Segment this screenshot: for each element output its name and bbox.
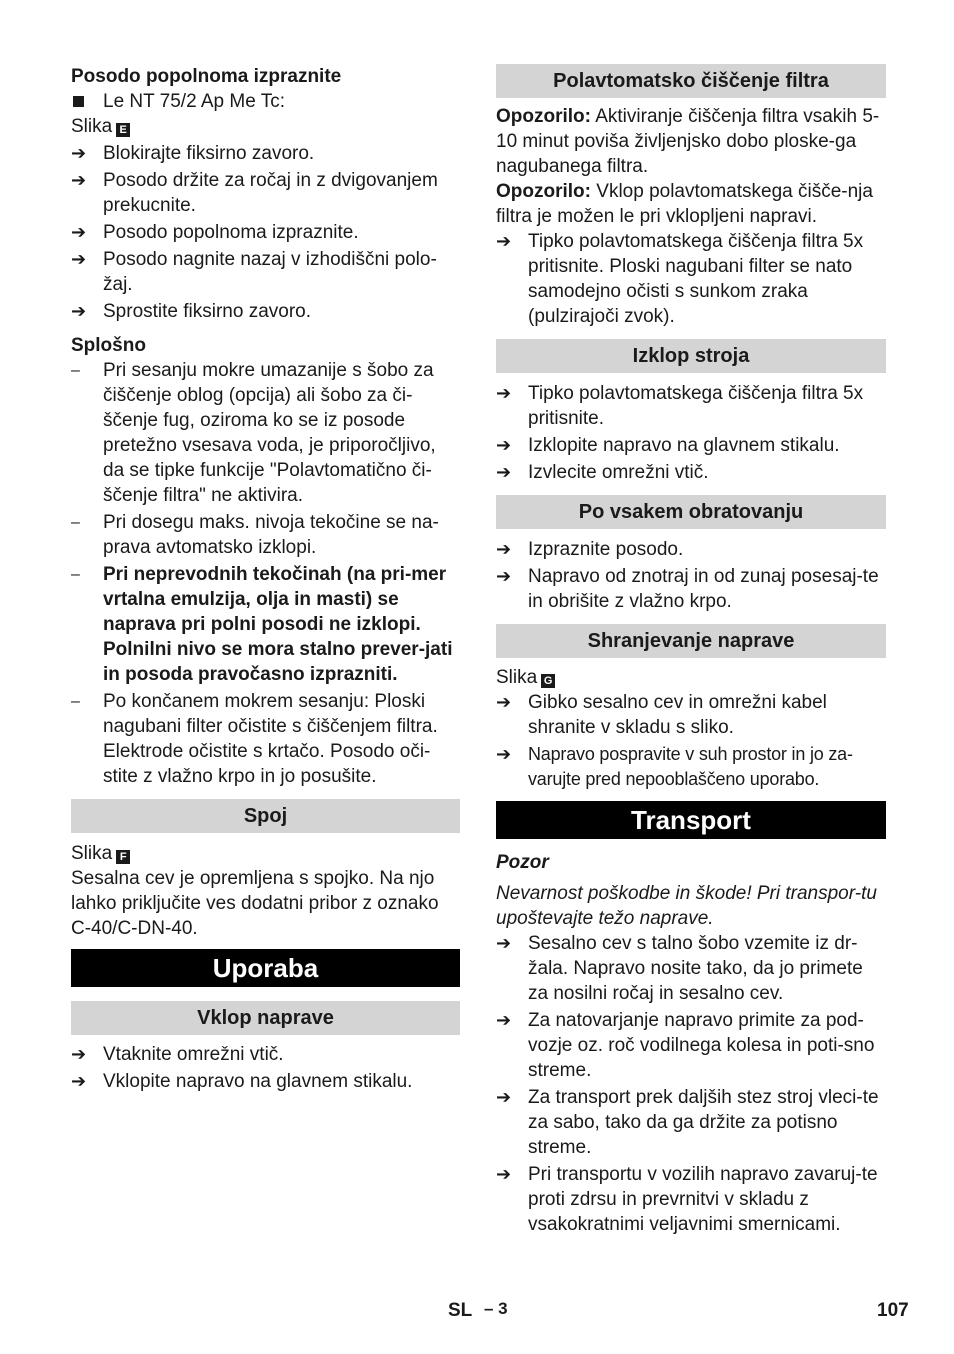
model-note: Le NT 75/2 Ap Me Tc: xyxy=(103,91,286,112)
arrow-icon: ➔ xyxy=(496,692,512,712)
list-item: ➔ Posodo nagnite nazaj v izhodiščni polo-žaj. xyxy=(71,249,437,295)
caution-label: Pozor xyxy=(496,852,549,873)
left-column xyxy=(71,64,460,1094)
list-item: ➔ Izvlecite omrežni vtič. xyxy=(496,462,709,483)
after-steps-list xyxy=(496,537,886,614)
arrow-icon: ➔ xyxy=(71,222,87,242)
arrow-icon: ➔ xyxy=(71,1044,87,1064)
list-item: ➔ Za natovarjanje napravo primite za pod-vozje oz. roč vodilnega kolesa in poti-sno streme. xyxy=(496,1010,875,1081)
arrow-icon: ➔ xyxy=(496,462,512,482)
spoj-text: Sesalna cev je opremljena s spojko. Na njo lahko priključite ves dodatni pribor z oznako C-40/C-DN-40. xyxy=(71,868,439,939)
list-item: ➔ Blokirajte fiksirno zavoro. xyxy=(71,143,315,164)
arrow-icon: ➔ xyxy=(496,435,512,455)
figure-e-icon: E xyxy=(116,123,130,137)
general-heading: Splošno xyxy=(71,335,146,356)
dash-icon: – xyxy=(71,693,80,710)
footer-section-page: – 3 xyxy=(484,1299,508,1318)
transport-heading: Transport xyxy=(496,801,886,839)
figure-f-icon: F xyxy=(116,850,130,864)
list-item: ➔ Vklopite napravo na glavnem stikalu. xyxy=(71,1071,413,1092)
arrow-icon: ➔ xyxy=(71,170,87,190)
storage-heading: Shranjevanje naprave xyxy=(496,624,886,658)
arrow-icon: ➔ xyxy=(71,1071,87,1091)
footer-page-number: 107 xyxy=(877,1300,909,1321)
list-item: – Po končanem mokrem sesanju: Ploski nagubani filter očistite s čiščenjem filtra. Elektrode očistite s krtačo. Posodo oči-stite z vlažno krpo in jo posušite. xyxy=(71,691,438,787)
list-item: ➔ Posodo popolnoma izpraznite. xyxy=(71,222,359,243)
arrow-icon: ➔ xyxy=(496,566,512,586)
arrow-icon: ➔ xyxy=(496,1010,512,1030)
list-item: ➔ Gibko sesalno cev in omrežni kabel shranite v skladu s sliko. xyxy=(496,692,827,738)
filter-steps-list xyxy=(496,229,886,329)
list-item: ➔ Sprostite fiksirno zavoro. xyxy=(71,301,312,322)
empty-container-heading: Posodo popolnoma izpraznite xyxy=(71,66,342,87)
izklop-steps-list xyxy=(496,381,886,485)
list-item: ➔ Tipko polavtomatskega čiščenja filtra 5x pritisnite. Ploski nagubani filter se nato samodejno očisti s sunkom zraka (pulzirajoči zvok). xyxy=(496,231,864,327)
figure-ref-f: Slika F xyxy=(71,841,460,866)
empty-steps-list xyxy=(71,141,460,324)
figure-ref-e: Slika E xyxy=(71,114,460,139)
list-item: – Pri dosegu maks. nivoja tekočine se na-prava avtomatsko izklopi. xyxy=(71,512,439,558)
warning-1: Opozorilo: Aktiviranje čiščenja filtra vsakih 5-10 minut poviša življenjsko dobo ploske-ga nagubanega filtra. xyxy=(496,106,880,177)
list-item-warning: – Pri neprevodnih tekočinah (na pri-mer vrtalna emulzija, olja in masti) se naprava pri polni posodi ne izklopi. Polnilni nivo se mora stalno prever-jati in posoda pravočasno izprazniti. xyxy=(71,564,453,685)
list-item: ➔ Izpraznite posodo. xyxy=(496,539,684,560)
list-item: ➔ Pri transportu v vozilih napravo zavaruj-te proti zdrsu in prevrnitvi v skladu z vsakokratnimi veljavnimi smernicami. xyxy=(496,1164,878,1235)
arrow-icon: ➔ xyxy=(71,249,87,269)
footer-language: SL xyxy=(448,1300,473,1321)
caution-text: Nevarnost poškodbe in škode! Pri transpor-tu upoštevajte težo naprave. xyxy=(496,883,877,929)
arrow-icon: ➔ xyxy=(496,933,512,953)
list-item: ➔ Vtaknite omrežni vtič. xyxy=(71,1044,284,1065)
transport-steps-list xyxy=(496,931,886,1237)
list-item: ➔ Za transport prek daljših stez stroj vleci-te za sabo, tako da ga držite za potisno streme. xyxy=(496,1087,879,1158)
figure-g-icon: G xyxy=(541,674,555,688)
arrow-icon: ➔ xyxy=(71,301,87,321)
arrow-icon: ➔ xyxy=(496,744,511,764)
list-item: ➔ Tipko polavtomatskega čiščenja filtra 5x pritisnite. xyxy=(496,383,864,429)
after-use-heading: Po vsakem obratovanju xyxy=(496,495,886,529)
dash-icon: – xyxy=(71,362,80,379)
list-item: ➔ Izklopite napravo na glavnem stikalu. xyxy=(496,435,840,456)
filter-heading: Polavtomatsko čiščenje filtra xyxy=(496,64,886,98)
arrow-icon: ➔ xyxy=(71,143,87,163)
arrow-icon: ➔ xyxy=(496,383,512,403)
figure-ref-g: Slika G xyxy=(496,665,886,690)
dash-icon: – xyxy=(71,514,80,531)
list-item: ➔ Posodo držite za ročaj in z dvigovanjem prekucnite. xyxy=(71,170,438,216)
list-item: ➔ Napravo pospravite v suh prostor in jo za-varujte pred nepooblaščeno uporabo. xyxy=(496,744,853,789)
vklop-heading: Vklop naprave xyxy=(71,1001,460,1035)
spoj-heading: Spoj xyxy=(71,799,460,833)
izklop-heading: Izklop stroja xyxy=(496,339,886,373)
arrow-icon: ➔ xyxy=(496,539,512,559)
arrow-icon: ➔ xyxy=(496,1164,512,1184)
dash-icon: – xyxy=(71,566,80,583)
list-item: – Pri sesanju mokre umazanije s šobo za čiščenje oblog (opcija) ali šobo za či-ščenje fug, oziroma ko se iz posode pretežno vsesava voda, je priporočljivo, da se tipke funkcije "Polavtomatično či-ščenje filtra" ne aktivira. xyxy=(71,360,436,506)
storage-steps-list xyxy=(496,690,886,792)
warning-2: Opozorilo: Vklop polavtomatskega čišče-nja filtra je možen le pri vklopljeni napravi. xyxy=(496,181,873,227)
arrow-icon: ➔ xyxy=(496,231,512,251)
arrow-icon: ➔ xyxy=(496,1087,512,1107)
uporaba-heading: Uporaba xyxy=(71,949,460,987)
general-list xyxy=(71,358,460,789)
vklop-steps-list xyxy=(71,1042,460,1094)
list-item: ➔ Napravo od znotraj in od zunaj posesaj-te in obrišite z vlažno krpo. xyxy=(496,566,879,612)
list-item: ➔ Sesalno cev s talno šobo vzemite iz dr-žala. Napravo nosite tako, da jo primete za nosilni ročaj in sesalno cev. xyxy=(496,933,863,1004)
right-column xyxy=(496,64,886,1237)
